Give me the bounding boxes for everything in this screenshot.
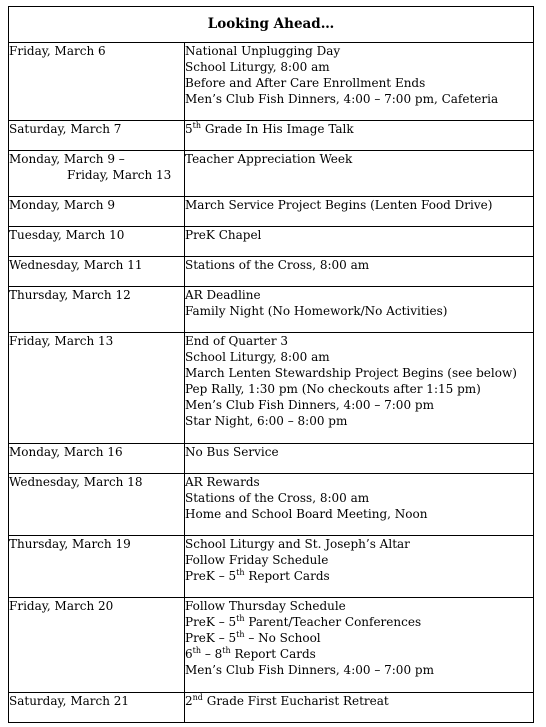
event-item: Teacher Appreciation Week (185, 152, 353, 166)
schedule-row (9, 121, 534, 151)
date-text: Monday, March 16 (9, 445, 123, 459)
ordinal-suffix: th (222, 646, 231, 655)
event-item: Stations of the Cross, 8:00 am (185, 491, 370, 505)
event-item: Pep Rally, 1:30 pm (No checkouts after 1:15 pm) (185, 382, 481, 396)
events-cell (185, 287, 534, 333)
events-cell (185, 444, 534, 474)
date-text: Monday, March 9 – (9, 152, 125, 166)
event-item: PreK – 5th Report Cards (185, 568, 330, 583)
date-cell (9, 444, 185, 474)
schedule-row (9, 257, 534, 287)
date-cell (9, 151, 185, 197)
event-item: Before and After Care Enrollment Ends (185, 76, 426, 90)
event-item: Men’s Club Fish Dinners, 4:00 – 7:00 pm (185, 398, 434, 412)
date-text: Friday, March 20 (9, 599, 114, 613)
date-text: Tuesday, March 10 (9, 228, 125, 242)
date-text: Wednesday, March 11 (9, 258, 143, 272)
date-cell (9, 121, 185, 151)
ordinal-suffix: th (192, 121, 202, 130)
date-cell (9, 197, 185, 227)
schedule-row (9, 197, 534, 227)
event-item: Follow Friday Schedule (185, 553, 329, 567)
events-cell (185, 227, 534, 257)
event-item: School Liturgy, 8:00 am (185, 60, 330, 74)
ordinal-suffix: th (236, 614, 245, 623)
events-cell (185, 197, 534, 227)
schedule-row (9, 151, 534, 197)
event-item: Follow Thursday Schedule (185, 599, 346, 613)
event-item: AR Deadline (185, 288, 261, 302)
events-cell (185, 121, 534, 151)
schedule-row (9, 333, 534, 444)
schedule-row (9, 536, 534, 598)
date-cell (9, 536, 185, 598)
event-item: March Lenten Stewardship Project Begins (see below) (185, 366, 517, 380)
date-text: Friday, March 13 (67, 168, 172, 182)
date-text: Saturday, March 7 (9, 122, 122, 136)
header-row (9, 7, 534, 43)
date-cell (9, 693, 185, 723)
event-item: Family Night (No Homework/No Activities) (185, 304, 448, 318)
date-cell (9, 227, 185, 257)
ordinal-suffix: th (236, 630, 245, 639)
schedule-row (9, 444, 534, 474)
event-item: Stations of the Cross, 8:00 am (185, 258, 370, 272)
schedule-table (8, 6, 534, 723)
schedule-row (9, 43, 534, 121)
event-item: Men’s Club Fish Dinners, 4:00 – 7:00 pm, Cafeteria (185, 92, 499, 106)
schedule-row (9, 474, 534, 536)
date-cell (9, 257, 185, 287)
schedule-row (9, 693, 534, 723)
ordinal-suffix: th (236, 568, 245, 577)
date-text: Friday, March 6 (9, 44, 106, 58)
date-cell (9, 598, 185, 693)
event-item: PreK Chapel (185, 228, 262, 242)
date-text: Monday, March 9 (9, 198, 115, 212)
date-cell (9, 43, 185, 121)
event-item: Star Night, 6:00 – 8:00 pm (185, 414, 348, 428)
schedule-row (9, 598, 534, 693)
event-item: School Liturgy and St. Joseph’s Altar (185, 537, 410, 551)
event-item: National Unplugging Day (185, 44, 341, 58)
events-cell (185, 693, 534, 723)
date-text: Thursday, March 12 (9, 288, 131, 302)
event-item: PreK – 5th Parent/Teacher Conferences (185, 614, 422, 629)
events-cell (185, 43, 534, 121)
event-item: School Liturgy, 8:00 am (185, 350, 330, 364)
event-item: No Bus Service (185, 445, 279, 459)
date-text: Friday, March 13 (9, 334, 114, 348)
events-cell (185, 474, 534, 536)
ordinal-suffix: th (192, 646, 202, 655)
schedule-row (9, 287, 534, 333)
events-cell (185, 333, 534, 444)
table-title: Looking Ahead… (9, 7, 534, 43)
events-cell (185, 598, 534, 693)
date-cell (9, 333, 185, 444)
event-item: 5th Grade In His Image Talk (185, 121, 354, 136)
schedule-row (9, 227, 534, 257)
event-item: 2nd Grade First Eucharist Retreat (185, 693, 389, 708)
date-text: Thursday, March 19 (9, 537, 131, 551)
date-text: Saturday, March 21 (9, 694, 130, 708)
event-item: End of Quarter 3 (185, 334, 289, 348)
events-cell (185, 257, 534, 287)
event-item: Home and School Board Meeting, Noon (185, 507, 428, 521)
event-item: AR Rewards (185, 475, 260, 489)
ordinal-suffix: nd (192, 693, 203, 702)
event-item: 6th – 8th Report Cards (185, 646, 316, 661)
date-text: Wednesday, March 18 (9, 475, 143, 489)
date-cell (9, 287, 185, 333)
event-item: March Service Project Begins (Lenten Food Drive) (185, 198, 493, 212)
date-cell (9, 474, 185, 536)
event-item: Men’s Club Fish Dinners, 4:00 – 7:00 pm (185, 663, 434, 677)
events-cell (185, 536, 534, 598)
event-item: PreK – 5th – No School (185, 630, 321, 645)
events-cell (185, 151, 534, 197)
